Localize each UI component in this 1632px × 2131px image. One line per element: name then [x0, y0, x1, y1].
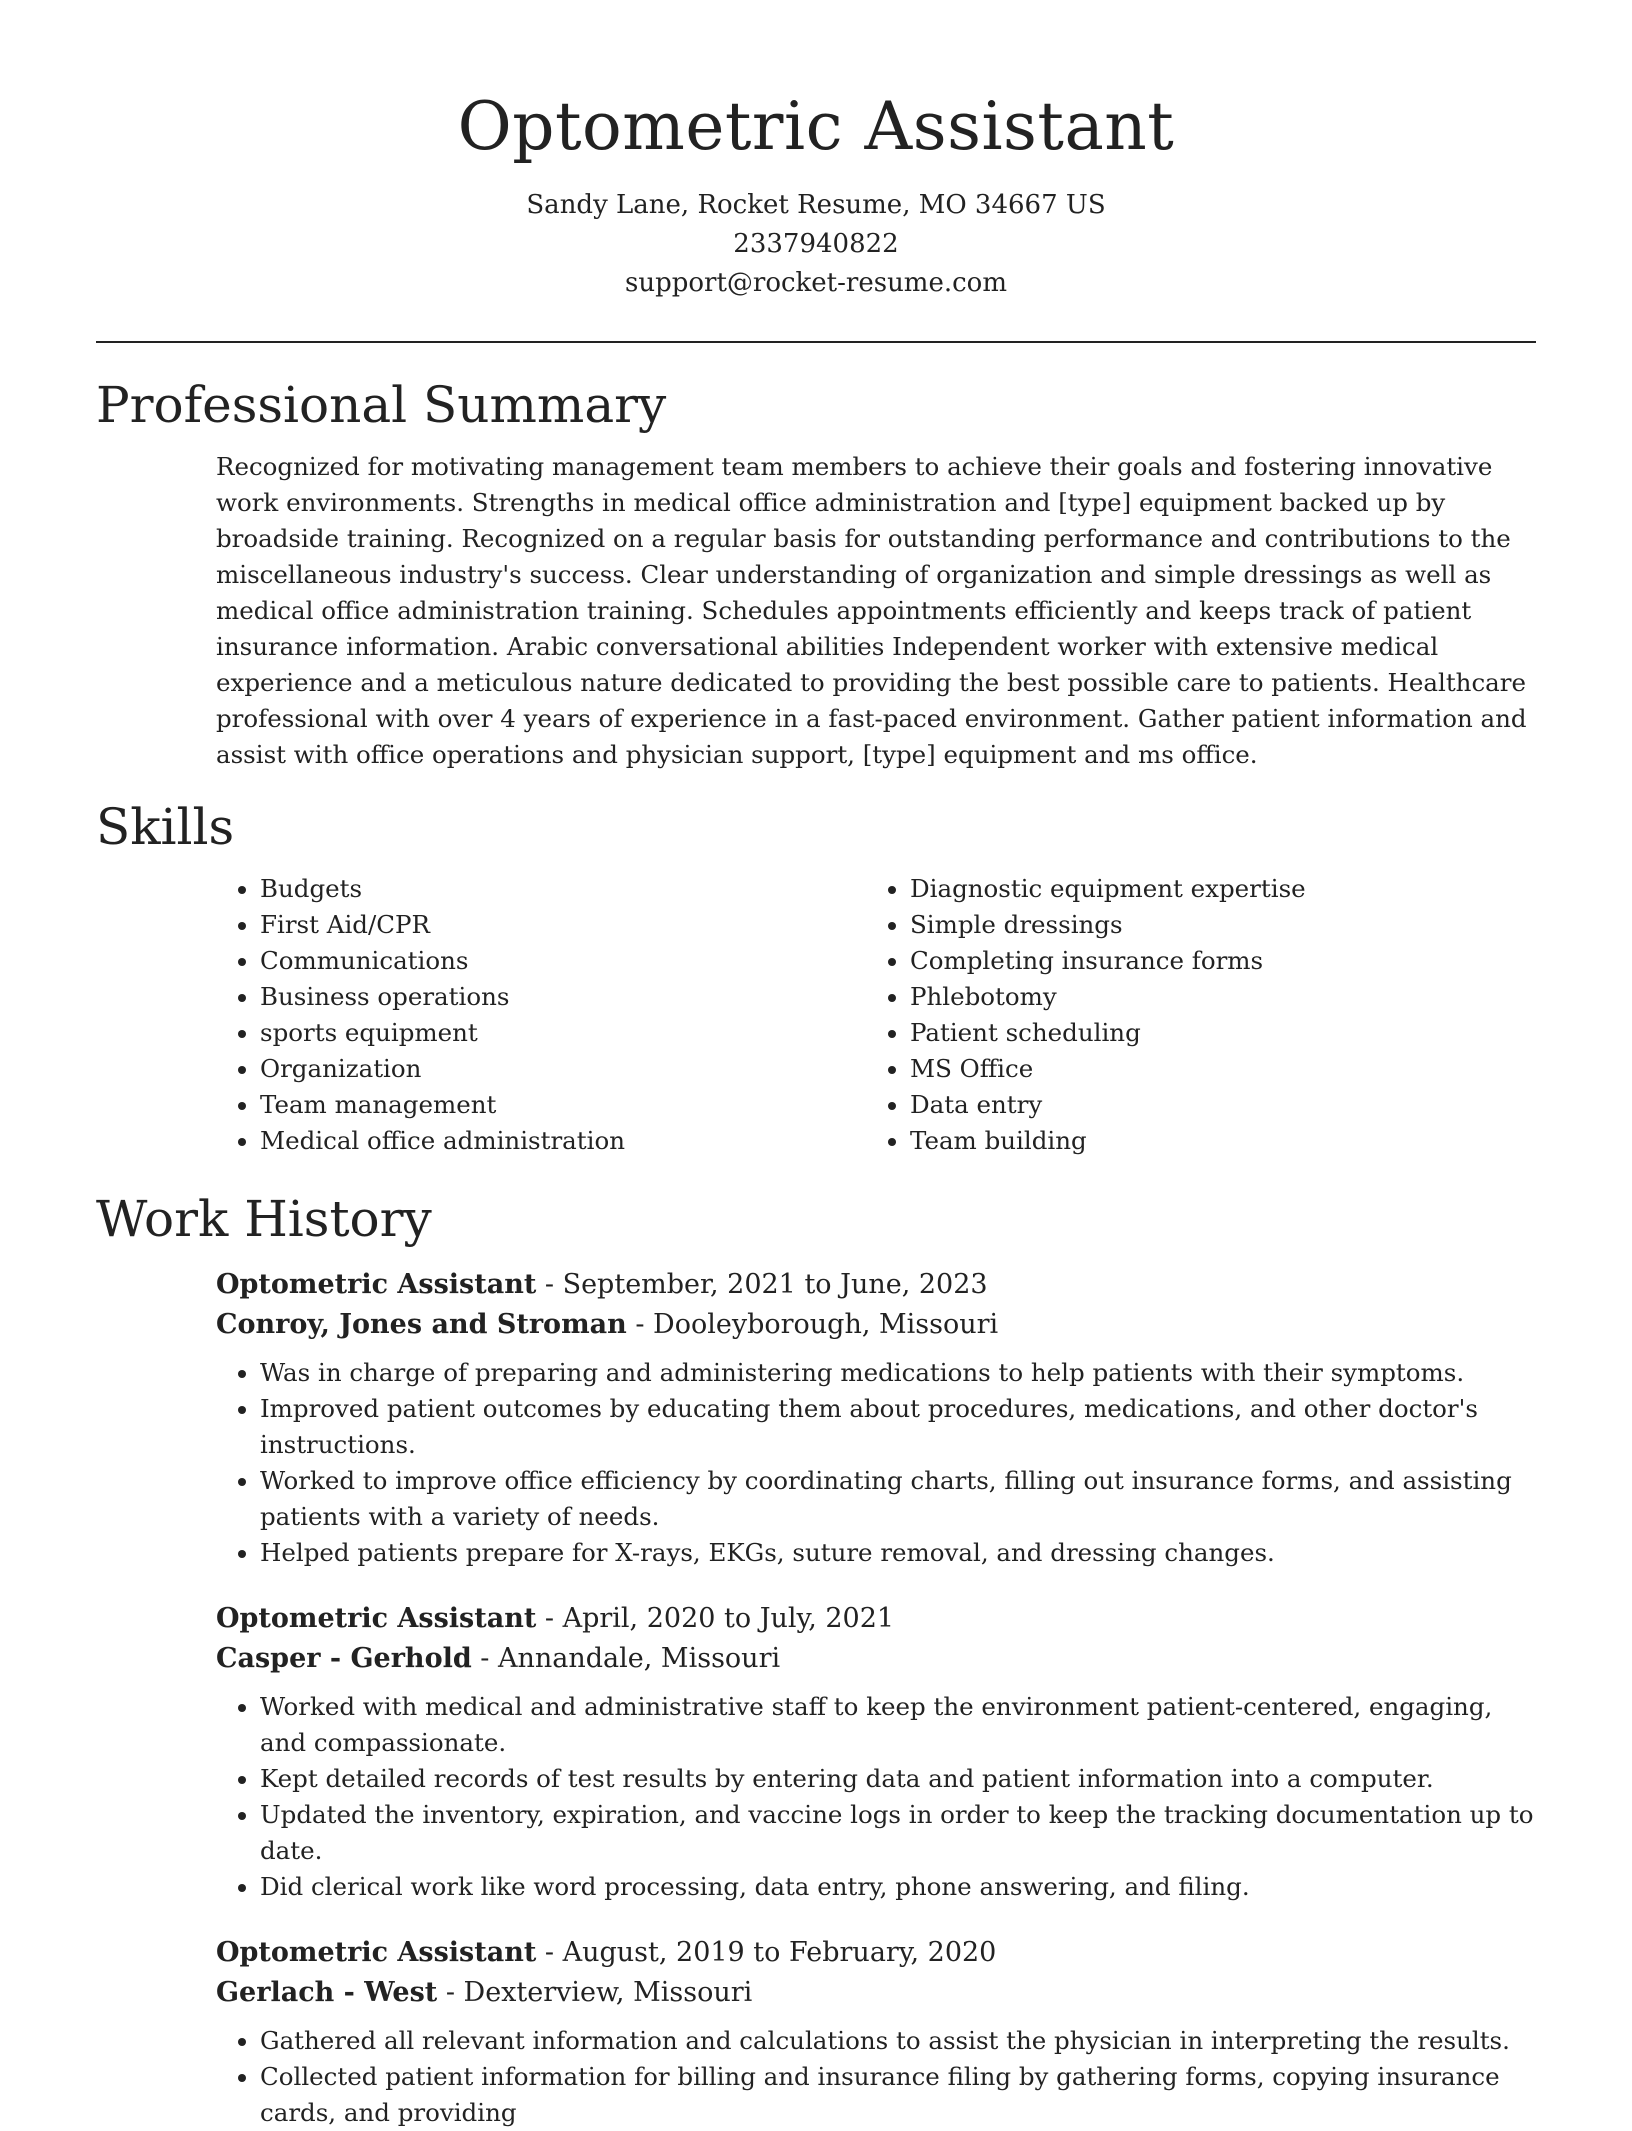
contact-email: support@rocket-resume.com [624, 268, 1007, 298]
skill-item: • Business operations [260, 979, 866, 1015]
job-bullet: • Did clerical work like word processing, data entry, phone answering, and filing. [260, 1869, 1536, 1905]
job-bullet: • Worked with medical and administrative staff to keep the environment patient-centered, engaging, and compassionate. [260, 1689, 1536, 1761]
job-bullet: • Was in charge of preparing and administering medications to help patients with their symptoms. [260, 1355, 1536, 1391]
job-location: - Annandale, Missouri [471, 1643, 781, 1674]
job-bullet: • Helped patients prepare for X-rays, EKGs, suture removal, and dressing changes. [260, 1535, 1536, 1571]
skill-item: • Organization [260, 1051, 866, 1087]
job-role: Optometric Assistant [216, 1603, 537, 1634]
skill-item: • sports equipment [260, 1015, 866, 1051]
job-bullet: • Collected patient information for billing and insurance filing by gathering forms, copying insurance cards, and providing [260, 2059, 1536, 2131]
skills-heading: Skills [96, 798, 235, 856]
skill-item: • Team management [260, 1087, 866, 1123]
job-bullets [216, 1355, 1536, 1571]
skill-item: • Team building [910, 1123, 1510, 1159]
job-company: Gerlach - West [216, 1977, 438, 2008]
job-bullet: • Improved patient outcomes by educating them about procedures, medications, and other doctor's instructions. [260, 1391, 1536, 1463]
resume-header [96, 0, 1536, 303]
skill-item: • Medical office administration [260, 1123, 866, 1159]
skills-list [216, 871, 1536, 1159]
skill-item: • First Aid/CPR [260, 907, 866, 943]
job-company-line [216, 1973, 1536, 2013]
summary-text: Recognized for motivating management team members to achieve their goals and fostering innovative work environments. Strengths in medical office administration and [type] equipment backed up by broadside training. Recognized on a regular basis for outstanding performance and contributions to the miscellaneous industry's success. Clear understanding of organization and simple dressings as well as medical office administration training. Schedules appointments efficiently and keeps track of patient insurance information. Arabic conversational abilities Independent worker with extensive medical experience and a meticulous nature dedicated to providing the best possible care to patients. Healthcare professional with over 4 years of experience in a fast-paced environment. Gather patient information and assist with office operations and physician support, [type] equipment and ms office. [216, 452, 1527, 769]
job-company: Conroy, Jones and Stroman [216, 1309, 627, 1340]
skill-item: • Budgets [260, 871, 866, 907]
skill-item: • Data entry [910, 1087, 1510, 1123]
skill-item: • Communications [260, 943, 866, 979]
job-entry [216, 1599, 1536, 1905]
summary-section [96, 375, 1536, 773]
job-bullet: • Kept detailed records of test results by entering data and patient information into a computer. [260, 1761, 1536, 1797]
job-location: - Dexterview, Missouri [437, 1977, 753, 2008]
job-company-line [216, 1639, 1536, 1679]
job-role-line [216, 1599, 1536, 1639]
skill-item: • Diagnostic equipment expertise [910, 871, 1510, 907]
contact-phone: 2337940822 [733, 229, 899, 259]
job-role-line [216, 1265, 1536, 1305]
job-bullet: • Worked to improve office efficiency by coordinating charts, filling out insurance forms, and assisting patients with a variety of needs. [260, 1463, 1536, 1535]
job-bullets [216, 2023, 1536, 2131]
skill-item: • Phlebotomy [910, 979, 1510, 1015]
work-history-heading: Work History [96, 1190, 432, 1248]
job-company-line [216, 1305, 1536, 1345]
job-company: Casper - Gerhold [216, 1643, 472, 1674]
job-dates: - September, 2021 to June, 2023 [536, 1269, 988, 1300]
job-bullet: • Updated the inventory, expiration, and vaccine logs in order to keep the tracking documentation up to date. [260, 1797, 1536, 1869]
candidate-title: Optometric Assistant [457, 88, 1175, 165]
contact-address: Sandy Lane, Rocket Resume, MO 34667 US [526, 190, 1106, 220]
work-history-section [96, 1189, 1536, 2131]
job-entry [216, 1933, 1536, 2131]
resume-page [96, 0, 1536, 2127]
job-role-line [216, 1933, 1536, 1973]
job-bullets [216, 1689, 1536, 1905]
job-entry [216, 1265, 1536, 1571]
skill-item: • MS Office [910, 1051, 1510, 1087]
summary-heading: Professional Summary [96, 376, 667, 434]
skill-item: • Completing insurance forms [910, 943, 1510, 979]
job-bullet: • Gathered all relevant information and calculations to assist the physician in interpreting the results. [260, 2023, 1536, 2059]
job-role: Optometric Assistant [216, 1269, 537, 1300]
job-role: Optometric Assistant [216, 1937, 537, 1968]
header-divider [96, 341, 1536, 343]
skills-column-right [866, 871, 1510, 1159]
job-dates: - August, 2019 to February, 2020 [536, 1937, 997, 1968]
skill-item: • Patient scheduling [910, 1015, 1510, 1051]
contact-info [96, 186, 1536, 303]
skills-section [96, 797, 1536, 1159]
job-dates: - April, 2020 to July, 2021 [536, 1603, 895, 1634]
skills-column-left [216, 871, 866, 1159]
skill-item: • Simple dressings [910, 907, 1510, 943]
job-location: - Dooleyborough, Missouri [626, 1309, 999, 1340]
